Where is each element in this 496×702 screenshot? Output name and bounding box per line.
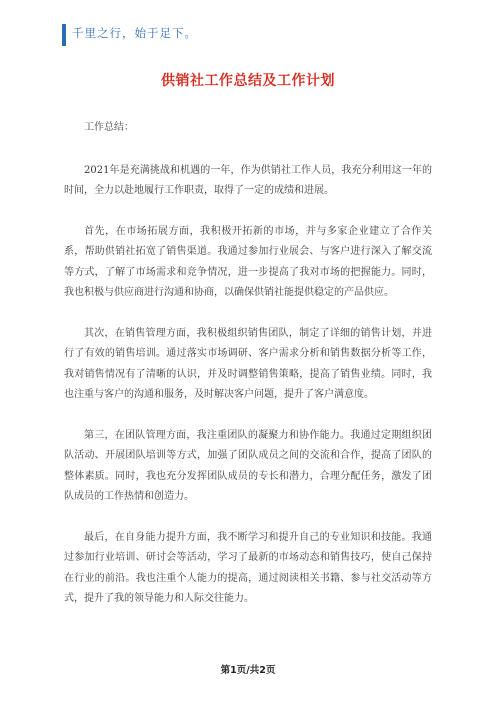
paragraph-market: 首先，在市场拓展方面，我积极开拓新的市场，并与多家企业建立了合作关系，帮助供销社拓宽了销售渠道。我通过参加行业展会、与客户进行深入了解交流等方式，了解了市场需求和竞争情况，进一步提高了我对市场的把握能力。同时，我也积极与供应商进行沟通和协商，以确保供销社能提供稳定的产品供应。 bbox=[64, 225, 432, 298]
header-accent-bar bbox=[62, 24, 66, 46]
paragraph-sales: 其次，在销售管理方面，我积极组织销售团队，制定了详细的销售计划，并进行了有效的销售培训。通过落实市场调研、客户需求分析和销售数据分析等工作，我对销售情况有了清晰的认识，并及时调整销售策略，提高了销售业绩。同时，我也注重与客户的沟通和服务，及时解决客户问题，提升了客户满意度。 bbox=[64, 327, 432, 400]
paragraph-self: 最后，在自身能力提升方面，我不断学习和提升自己的专业知识和技能。我通过参加行业培训、研讨会等活动，学习了最新的市场动态和销售技巧，使自己保持在行业的前沿。我也注重个人能力的提高，通过阅读相关书籍、参与社交活动等方式，提升了我的领导能力和人际交往能力。 bbox=[64, 531, 432, 604]
paragraph-intro: 2021年是充满挑战和机遇的一年，作为供销社工作人员，我充分利用这一年的时间，全力以赴地履行工作职责，取得了一定的成绩和进展。 bbox=[64, 164, 432, 196]
paragraph-team: 第三，在团队管理方面，我注重团队的凝聚力和协作能力。我通过定期组织团队活动、开展团队培训等方式，加强了团队成员之间的交流和合作，提高了团队的整体素质。同时，我也充分发挥团队成员的专长和潜力，合理分配任务，激发了团队成员的工作热情和创造力。 bbox=[64, 429, 432, 502]
page-indicator bbox=[0, 662, 496, 676]
page-indicator-text: 第1页/共2页 bbox=[220, 665, 276, 676]
section-label: 工作总结： bbox=[84, 122, 134, 133]
header-motto: 千里之行，始于足下。 bbox=[72, 26, 197, 40]
document-body bbox=[64, 118, 432, 630]
document-title: 供销社工作总结及工作计划 bbox=[161, 73, 335, 89]
